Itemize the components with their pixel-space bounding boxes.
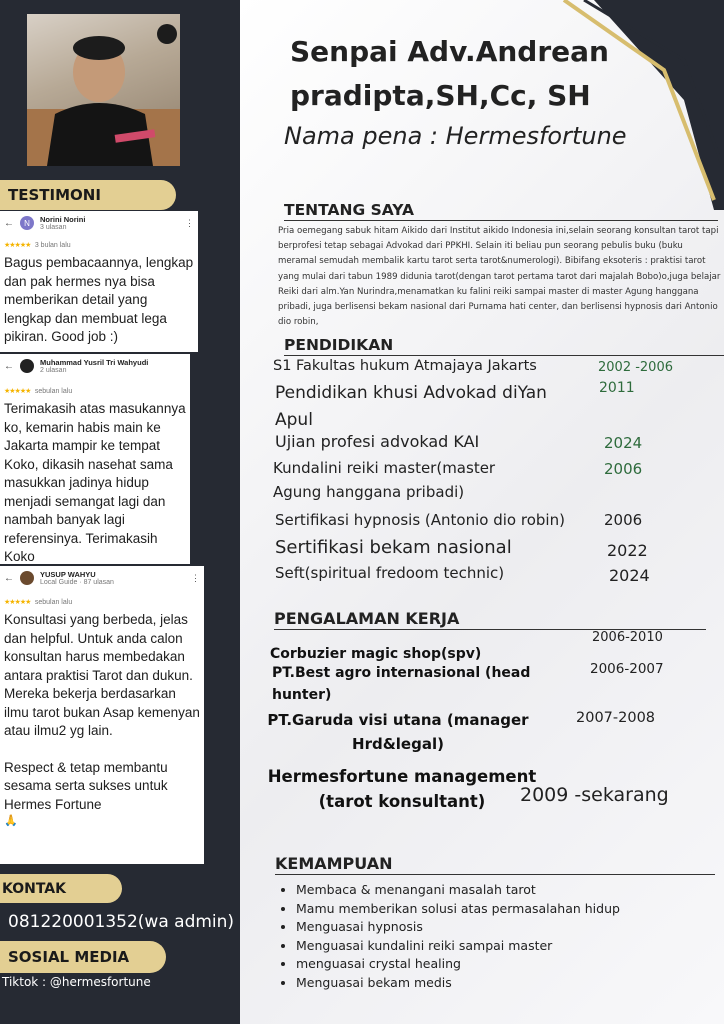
education-year: 2006	[604, 511, 643, 529]
review-text: Respect & tetap membantu sesama serta sukses untuk Hermes Fortune	[4, 759, 168, 812]
rating-stars: ★★★★★	[4, 599, 31, 606]
work-item: Corbuzier magic shop(spv)	[270, 646, 482, 662]
page-title-line2: pradipta,SH,Cc, SH	[290, 79, 591, 112]
education-item: S1 Fakultas hukum Atmajaya Jakarts	[273, 358, 537, 374]
work-item: Hermesfortune management (tarot konsultant)	[267, 767, 537, 811]
skills-list	[296, 881, 620, 992]
review-text: Konsultasi yang berbeda, jelas dan helpful. Untuk anda calon konsultan harus membedakan antara praktisi Tarot dan dukun.	[4, 612, 193, 683]
avatar	[20, 571, 34, 585]
skill-item: • Membaca & menangani masalah tarot	[296, 881, 620, 900]
education-year: 2024	[609, 566, 650, 585]
skill-item: • Menguasai kundalini reiki sampai master	[296, 937, 620, 956]
sosial-media-label: SOSIAL MEDIA	[0, 941, 166, 973]
review-card	[0, 211, 198, 352]
review-text: Bagus pembacaannya, lengkap dan pak hermes nya bisa memberikan detail yang lengkap dan membuat lega pikiran. Good job :)	[4, 255, 194, 344]
back-arrow-icon[interactable]: ←	[4, 572, 14, 584]
profile-photo	[27, 14, 180, 166]
reviewer-name: Norini Norini	[40, 215, 86, 224]
education-item: Pendidikan khusi Advokad diYan Apul	[275, 383, 547, 430]
work-item: PT.Garuda visi utana (manager Hrd&legal)	[267, 711, 529, 753]
review-card	[0, 354, 190, 564]
review-header	[4, 215, 194, 231]
rating-stars: ★★★★★	[4, 242, 31, 249]
skill-item: • menguasai crystal healing	[296, 955, 620, 974]
back-arrow-icon[interactable]: ←	[4, 217, 14, 229]
skill-item: • Menguasai hypnosis	[296, 918, 620, 937]
reviewer-sub: 2 ulasan	[40, 367, 67, 374]
review-header	[4, 570, 200, 586]
work-year: 2006-2007	[590, 661, 664, 677]
work-year: 2007-2008	[576, 710, 656, 726]
pray-emoji: 🙏	[4, 815, 18, 827]
avatar	[20, 359, 34, 373]
education-item: Sertifikasi hypnosis (Antonio dio robin)	[275, 511, 565, 529]
reviewer-sub: Local Guide · 87 ulasan	[40, 579, 114, 586]
about-text: Pria oemegang sabuk hitam Aikido dari Institut aikido Indonesia ini,selain seorang konsultan tarot tapi berprofesi tetap sebagai Advokad dari PPKHI. Selain iti beliau pun seorang pebulis buku (buku meramal semudah membalik kartu tarot serta tarot&numerologi). Bibifang eksoteris : praktisi tarot yang mulai dari tabun 1989 didunia tarot(dengan tarot pertama tarot dari majalah Bobo)o,juga belajar Reiki dari alm.Yan Nurindra,menamatkan ku falini reiki sampai master di master Agung hanggana pribadi, juga berlisensi bekam nasional dari Purnama hati center, dan berlisensi hypnosis dari Antonio dio robin,	[278, 226, 721, 328]
education-item: Ujian profesi advokad KAI	[275, 432, 480, 451]
pen-name: Nama pena : Hermesfortune	[284, 122, 627, 150]
about-heading: TENTANG SAYA	[284, 201, 718, 221]
testimoni-label: TESTIMONI	[0, 180, 176, 210]
work-year: 2006-2010	[592, 630, 663, 645]
work-year: 2009 -sekarang	[520, 784, 669, 806]
reviewer-name: YUSUP WAHYU	[40, 570, 96, 579]
education-year: 2022	[607, 541, 648, 560]
education-heading: PENDIDIKAN	[284, 336, 724, 356]
skills-heading: KEMAMPUAN	[275, 854, 715, 875]
page-title-line1: Senpai Adv.Andrean	[290, 35, 609, 68]
kontak-value[interactable]: 081220001352(wa admin)	[8, 912, 235, 932]
review-text: Terimakasih atas masukannya ko, kemarin habis main ke Jakarta mampir ke tempat Koko, dikasih nasehat sama masukkan jadinya hidup menjadi semangat lagi dan nambah banyak lagi referensinya. Terimakasih Koko	[4, 401, 186, 564]
avatar: N	[20, 216, 34, 230]
review-header	[4, 358, 186, 374]
education-item: Seft(spiritual fredoom technic)	[275, 564, 505, 582]
back-arrow-icon[interactable]: ←	[4, 360, 14, 372]
education-item: Kundalini reiki master(master Agung hanggana pribadi)	[273, 459, 496, 501]
more-options-icon[interactable]: ⋮	[191, 572, 200, 583]
review-text: Mereka bekerja berdasarkan ilmu tarot bukan Asap kemenyan atau ilmu2 yg lain.	[4, 686, 200, 738]
review-time: sebulan lalu	[34, 388, 73, 395]
education-year: 2024	[604, 434, 643, 452]
education-year: 2006	[604, 460, 643, 478]
work-heading: PENGALAMAN KERJA	[274, 609, 706, 630]
skill-item: • Mamu memberikan solusi atas permasalahan hidup	[296, 900, 620, 919]
reviewer-sub: 3 ulasan	[40, 224, 67, 231]
review-card	[0, 566, 204, 864]
education-item: Sertifikasi bekam nasional	[275, 537, 512, 558]
review-time: sebulan lalu	[34, 599, 73, 606]
rating-stars: ★★★★★	[4, 388, 31, 395]
kontak-label: KONTAK	[0, 874, 122, 903]
work-item: PT.Best agro internasional (head hunter)	[272, 665, 531, 703]
more-options-icon[interactable]: ⋮	[185, 217, 194, 228]
reviewer-name: Muhammad Yusril Tri Wahyudi	[40, 358, 149, 367]
education-year: 2002 -2006	[598, 360, 673, 375]
review-time: 3 bulan lalu	[34, 242, 71, 249]
skill-item: • Menguasai bekam medis	[296, 974, 620, 993]
sosial-media-value[interactable]: Tiktok : @hermesfortune	[2, 975, 151, 989]
person-illustration	[27, 14, 180, 166]
education-year: 2011	[599, 380, 635, 396]
